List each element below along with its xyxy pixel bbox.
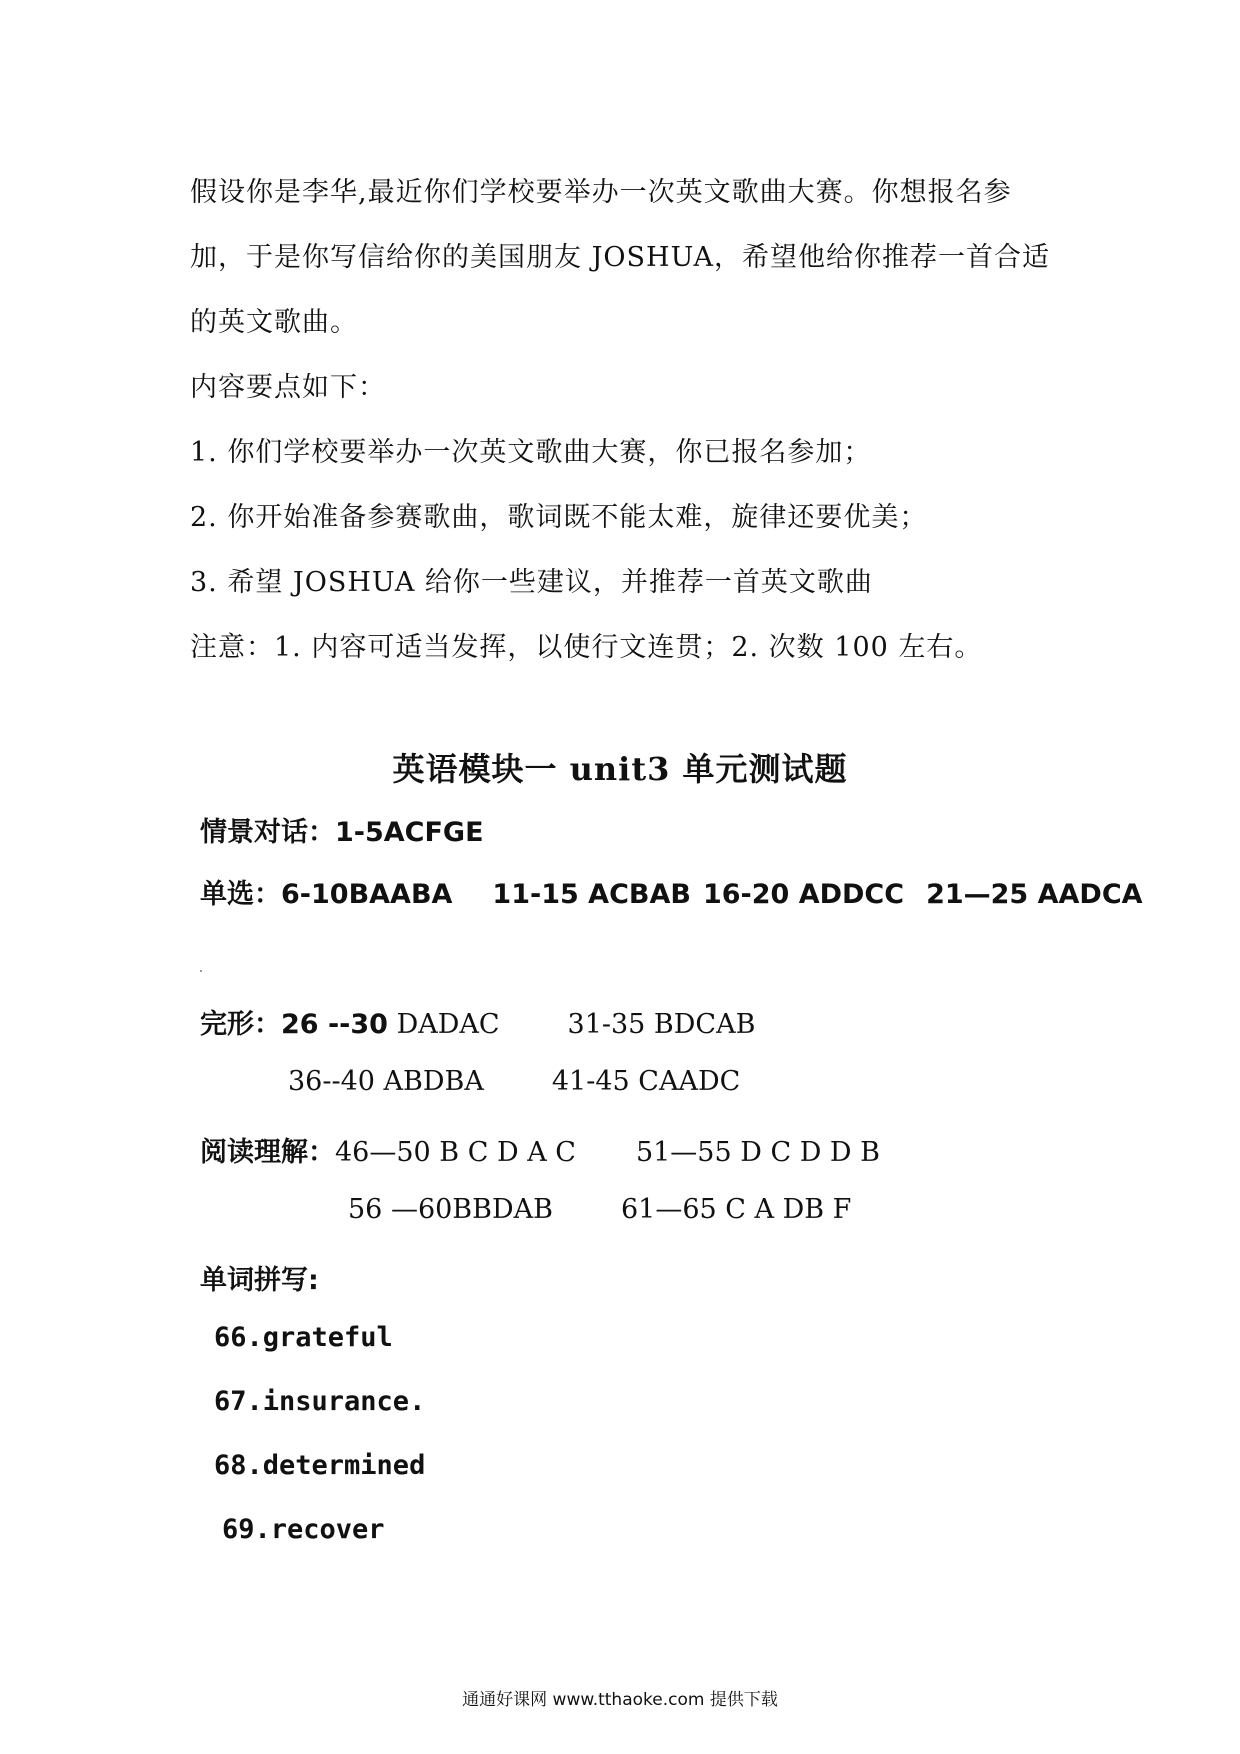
prompt-line-3: 的英文歌曲。: [190, 307, 358, 338]
dialogue-label: 情景对话：: [200, 817, 335, 848]
writing-prompt: [190, 160, 1070, 680]
cloze-prefix: 26 --30: [281, 1009, 388, 1040]
reading-answers-1: 46—50 B C D A C: [335, 1137, 576, 1168]
prompt-line-1: 假设你是李华,最近你们学校要举办一次英文歌曲大赛。你想报名参: [190, 177, 1012, 208]
point-3: 3. 希望 JOSHUA 给你一些建议，并推荐一首英文歌曲: [190, 567, 873, 598]
single-answers-3: 16-20 ADDCC: [702, 879, 905, 910]
reading-answers-2: 51—55 D C D D B: [635, 1137, 881, 1168]
single-answers-4: 21—25 AADCA: [926, 879, 1143, 910]
note: 注意：1. 内容可适当发挥，以使行文连贯；2. 次数 100 左右。: [190, 632, 983, 663]
spelling-row: [200, 1258, 319, 1297]
reading-row-1: [200, 1130, 880, 1169]
cloze-row-2: [288, 1066, 740, 1097]
stray-mark: [200, 970, 202, 972]
cloze-answers-4: 41-45 CAADC: [551, 1066, 741, 1097]
spelling-67: 67.insurance.: [214, 1386, 426, 1417]
point-2: 2. 你开始准备参赛歌曲，歌词既不能太难，旋律还要优美；: [190, 502, 928, 533]
spelling-68: 68.determined: [214, 1450, 426, 1481]
reading-answers-3: 56 —60BBDAB: [348, 1194, 553, 1225]
spelling-label: 单词拼写:: [200, 1265, 319, 1296]
cloze-answers-2: 31-35 BDCAB: [567, 1009, 756, 1040]
reading-answers-4: 61—65 C A DB F: [620, 1194, 852, 1225]
test-title: 英语模块一 unit3 单元测试题: [392, 750, 848, 788]
cloze-row-1: [200, 1002, 755, 1041]
points-heading: 内容要点如下：: [190, 372, 386, 403]
reading-row-2: [348, 1194, 851, 1225]
prompt-line-2: 加，于是你写信给你的美国朋友 JOSHUA，希望他给你推荐一首合适: [190, 242, 1051, 273]
single-choice-row: [200, 872, 1143, 911]
spelling-66: 66.grateful: [214, 1322, 393, 1353]
dialogue-row: [200, 810, 484, 849]
spelling-69: 69.recover: [222, 1514, 385, 1545]
cloze-label: 完形：: [200, 1009, 281, 1040]
point-1: 1. 你们学校要举办一次英文歌曲大赛，你已报名参加；: [190, 437, 872, 468]
single-label: 单选：: [200, 879, 281, 910]
dialogue-value: 1-5ACFGE: [335, 817, 484, 848]
cloze-answers-3: 36--40 ABDBA: [288, 1066, 484, 1097]
footer-source: 通通好课网 www.tthaoke.com 提供下载: [462, 1690, 778, 1710]
single-answers-2: 11-15 ACBAB: [492, 879, 691, 910]
cloze-answers-1: DADAC: [396, 1009, 500, 1040]
single-answers-1: 6-10BAABA: [281, 879, 453, 910]
reading-label: 阅读理解：: [200, 1137, 335, 1168]
